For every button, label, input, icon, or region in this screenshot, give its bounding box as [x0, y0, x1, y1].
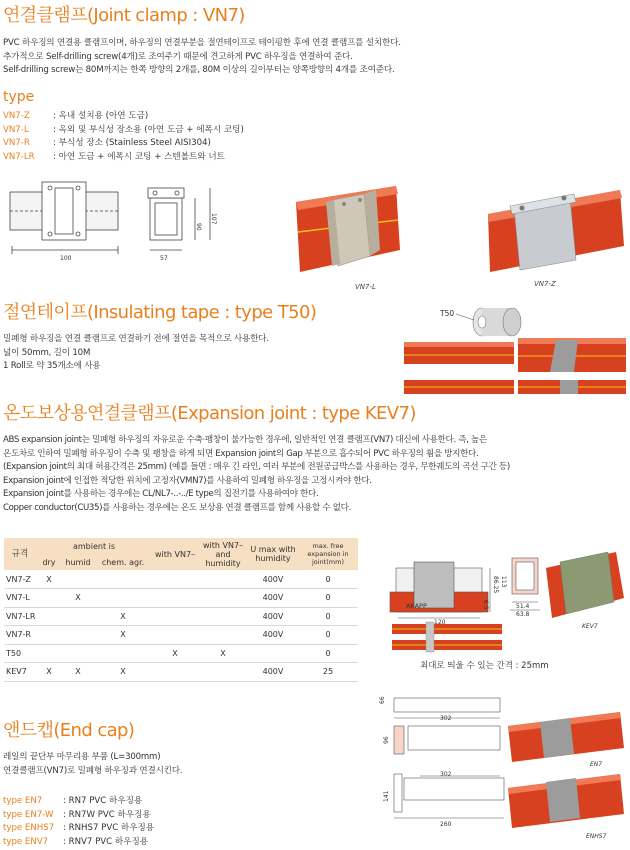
endcap-type-list [3, 795, 154, 849]
cell-vn7 [152, 589, 198, 608]
table-row [4, 644, 358, 663]
spec-table [4, 538, 358, 682]
expansion-line-2: 온도차로 인하여 밀폐형 하우징이 수축 및 팽창을 하게 되면 Expansion joint의 Gap 부분으로 흡수되어 PVC 하우징의 휨을 방지한다. [3, 448, 479, 459]
en7-label: EN7 [590, 761, 603, 768]
cell-dry [36, 607, 62, 626]
cell-type: VN7-Z [4, 570, 36, 589]
type-code: type EN7 [3, 796, 43, 806]
dim-302-top: 302 [440, 715, 452, 722]
cell-vn7 [152, 570, 198, 589]
expansion-line-1: ABS expansion joint는 밀폐형 하우징의 자유로운 수축·팽창이 불가능한 경우에, 일반적인 연결 클램프(VN7) 대신에 사용한다. 즉, 높은 [3, 435, 487, 445]
vn7-z-label: VN7-Z [534, 280, 556, 288]
dim-66: 66 [379, 696, 386, 704]
col-with-vn7-humidity: with VN7– and humidity [198, 538, 248, 570]
type-desc: : 옥외 및 부식성 장소용 (아연 도금 + 에폭시 코팅) [53, 124, 244, 135]
cell-dry [36, 589, 62, 608]
endcap-drawing [380, 690, 628, 846]
end-cap-title: 앤드캡(End cap) [3, 720, 135, 741]
joint-type-list [3, 110, 244, 164]
type-heading: type [3, 89, 35, 105]
tape-line-2: 넓이 50mm, 길이 10M [3, 347, 91, 358]
expansion-line-3: (Expansion joint의 최대 허용간격은 25mm) (예를 들면 : 매우 긴 라인, 여러 부분에 전원공급박스를 사용하는 경우, 무한궤도의 곡선 구간 등) [3, 462, 510, 472]
tape-illustration [400, 300, 630, 398]
cell-dry: X [36, 663, 62, 682]
expansion-line-6: Copper conductor(CU35)를 사용하는 경우에는 온도 보상용 연결 클램프를 함께 사용할 수 없다. [3, 502, 352, 513]
cell-humid [62, 644, 94, 663]
cell-exp: 25 [298, 663, 358, 682]
dim-86-25: 86.25 [492, 576, 499, 594]
enhs7-label: ENHS7 [586, 833, 607, 840]
col-chem: chem. agr. [94, 554, 152, 570]
cell-umax [248, 644, 298, 663]
vn7-l-photo [292, 180, 404, 278]
expansion-joint-title: 온도보상용연결클램프(Expansion joint : type KEV7) [3, 403, 416, 424]
tape-line-3: 1 Roll로 약 35개소에 사용 [3, 361, 101, 371]
cell-type: T50 [4, 644, 36, 663]
expansion-line-4: Expansion joint에 인접한 적당한 위치에 고정자(VMN7)를 사용하여 밀폐형 하우징을 고정시켜야 한다. [3, 475, 372, 486]
cell-vn7: X [152, 644, 198, 663]
type-desc: : RN7W PVC 하우징용 [63, 809, 151, 820]
cell-vn7 [152, 626, 198, 645]
cell-vn7h: X [198, 644, 248, 663]
cell-vn7h [198, 570, 248, 589]
endcap-line-2: 연결클램프(VN7)로 밀폐형 하우징과 연결시킨다. [3, 765, 183, 776]
cell-humid [62, 607, 94, 626]
expansion-description [3, 434, 510, 515]
dim-57: 57 [160, 255, 168, 262]
endcap-type-enhs7 [3, 822, 154, 836]
cell-umax: 400V [248, 626, 298, 645]
type-code: VN7-LR [3, 151, 35, 162]
col-max-free-expansion: max. free expansion in joint(mm) [298, 538, 358, 570]
joint-description [3, 37, 401, 78]
table-row [4, 589, 358, 608]
dim-96: 96 [383, 736, 390, 744]
cell-chem [94, 644, 152, 663]
cell-umax: 400V [248, 570, 298, 589]
type-code: VN7-L [3, 124, 29, 135]
type-row-vn7-z [3, 110, 244, 124]
cell-exp: 0 [298, 589, 358, 608]
col-ambient: ambient is [36, 538, 152, 554]
cell-vn7h [198, 607, 248, 626]
type-desc: : 부식성 장소 (Stainless Steel AISI304) [53, 138, 211, 148]
gap-note: 최대로 띄울 수 있는 간격 : 25mm [420, 661, 549, 671]
dim-120: 120 [434, 619, 446, 626]
cell-chem [94, 570, 152, 589]
type-desc: : 아연 도금 + 에폭시 코팅 + 스텐볼트와 너트 [53, 151, 225, 162]
tape-line-1: 밀폐형 하우징을 연결 클램프로 연결하기 전에 절연을 목적으로 사용한다. [3, 334, 269, 344]
table-row [4, 663, 358, 682]
vn7-z-photo [488, 180, 626, 278]
t50-label: T50 [440, 309, 455, 318]
dim-90: 90 [195, 223, 202, 231]
type-code: type ENV7 [3, 836, 49, 847]
dim-51-4: 51.4 [516, 603, 530, 610]
dim-63-8: 63.8 [516, 611, 530, 618]
dim-100: 100 [60, 255, 72, 262]
col-humid: humid [62, 554, 94, 570]
cell-type: VN7-R [4, 626, 36, 645]
expansion-line-5: Expansion joint를 사용하는 경우에는 CL/NL7-..-../E type의 집전기를 사용하여야 한다. [3, 489, 319, 499]
type-code: VN7-R [3, 138, 30, 148]
cell-vn7 [152, 663, 198, 682]
col-with-vn7: with VN7– [152, 538, 198, 570]
joint-clamp-drawing [0, 178, 230, 268]
cell-chem: X [94, 663, 152, 682]
dim-6-5: 6.5 [482, 600, 489, 610]
endcap-description [3, 751, 182, 778]
type-desc: : RNV7 PVC 하우징용 [63, 836, 149, 847]
cell-exp: 0 [298, 626, 358, 645]
endcap-line-1: 레일의 끝단부 마무리용 부품 (L=300mm) [3, 752, 161, 762]
expansion-joint-drawing [386, 548, 628, 658]
col-dry: dry [36, 554, 62, 570]
insulating-tape-title: 절연테이프(Insulating tape : type T50) [3, 302, 317, 323]
dim-113: 113 [500, 576, 507, 588]
dim-141: 141 [383, 790, 390, 802]
type-row-vn7-l [3, 124, 244, 138]
joint-line-1: PVC 하우징의 연결용 클램프이며, 하우징의 연결부분을 절연테이프로 테이핑한 후에 연결 클램프를 설치한다. [3, 38, 401, 48]
cell-vn7h [198, 663, 248, 682]
cell-exp: 0 [298, 607, 358, 626]
cell-exp: 0 [298, 570, 358, 589]
dim-260: 260 [440, 821, 452, 828]
dim-302-bottom: 302 [440, 771, 452, 778]
cell-chem [94, 589, 152, 608]
cell-umax: 400V [248, 607, 298, 626]
joint-line-2: 추가적으로 Self-drilling screw(4개)로 조여주기 때문에 견고하게 PVC 하우징을 연결하여 준다. [3, 51, 353, 62]
endcap-type-en7 [3, 795, 154, 809]
type-desc: : RNHS7 PVC 하우징용 [63, 823, 155, 833]
type-code: type ENHS7 [3, 823, 55, 833]
cell-chem: X [94, 626, 152, 645]
col-umax: U max with humidity [248, 538, 298, 570]
endcap-type-env7 [3, 836, 154, 850]
cell-vn7h [198, 589, 248, 608]
vn7-l-label: VN7-L [355, 283, 376, 291]
type-desc: : RN7 PVC 하우징용 [63, 796, 143, 806]
cell-chem: X [94, 607, 152, 626]
cell-umax: 400V [248, 589, 298, 608]
cell-dry: X [36, 570, 62, 589]
table-row [4, 570, 358, 589]
cell-humid [62, 626, 94, 645]
cell-type: VN7-LR [4, 607, 36, 626]
type-row-vn7-r [3, 137, 244, 151]
cell-type: KEV7 [4, 663, 36, 682]
tape-description [3, 333, 269, 374]
col-type: 규격 [4, 538, 36, 570]
cell-humid: X [62, 663, 94, 682]
type-code: VN7-Z [3, 111, 30, 121]
table-row [4, 626, 358, 645]
cell-humid: X [62, 589, 94, 608]
kev7-label: KEV7 [582, 623, 598, 630]
type-code: type EN7-W [3, 809, 54, 820]
type-desc: : 옥내 설치용 (아연 도금) [53, 111, 149, 121]
type-row-vn7-lr [3, 151, 244, 165]
dim-107: 107 [210, 213, 217, 225]
cell-type: VN7-L [4, 589, 36, 608]
cell-exp: 0 [298, 644, 358, 663]
endcap-type-en7-w [3, 809, 154, 823]
cell-umax: 400V [248, 663, 298, 682]
cell-humid [62, 570, 94, 589]
joint-clamp-title: 연결클램프(Joint clamp : VN7) [3, 5, 245, 26]
cell-dry [36, 626, 62, 645]
cell-dry [36, 644, 62, 663]
cell-vn7 [152, 607, 198, 626]
akapp-label: AKAPP [406, 602, 427, 610]
cell-vn7h [198, 626, 248, 645]
joint-line-3: Self-drilling screw는 80M까지는 한쪽 방향의 2개를, 80M 이상의 길이부터는 양쪽방향의 4개를 조여준다. [3, 65, 395, 75]
table-row [4, 607, 358, 626]
